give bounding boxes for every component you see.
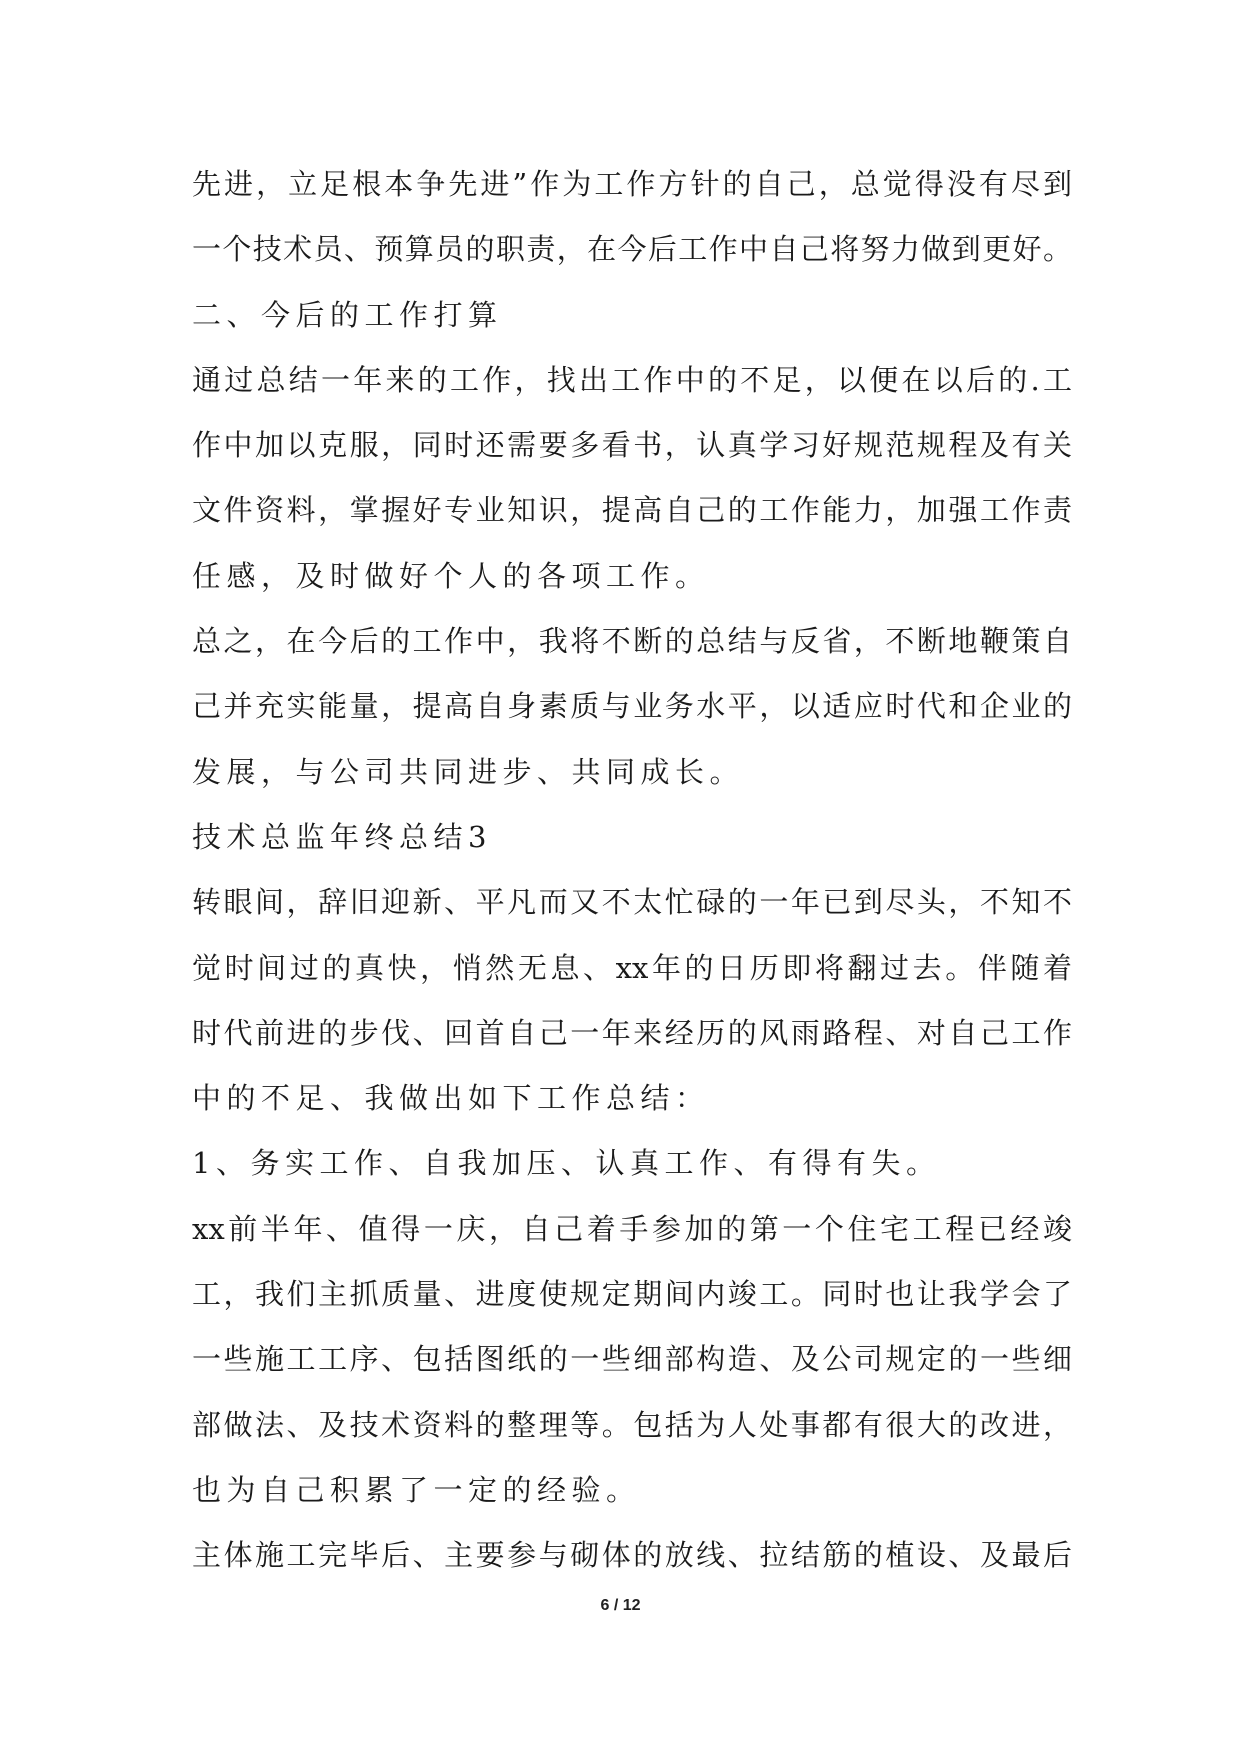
- text-line: 总之，在今后的工作中，我将不断的总结与反省，不断地鞭策自: [192, 624, 1072, 659]
- text-line: 己并充实能量，提高自身素质与业务水平，以适应时代和企业的: [192, 689, 1072, 724]
- text-line: 时代前进的步伐、回首自己一年来经历的风雨路程、对自己工作: [192, 1015, 1072, 1050]
- page-number: 6 / 12: [600, 1597, 641, 1614]
- text-line: 发展，与公司共同进步、共同成长。: [192, 754, 745, 789]
- text-line: 先进，立足根本争先进”作为工作方针的自己，总觉得没有尽到: [192, 167, 1072, 201]
- text-line: 作中加以克服，同时还需要多看书，认真学习好规范规程及有关: [192, 428, 1072, 463]
- text-line: 文件资料，掌握好专业知识，提高自己的工作能力，加强工作责: [192, 493, 1072, 528]
- text-line: 中的不足、我做出如下工作总结：: [192, 1081, 710, 1116]
- text-line: 觉时间过的真快，悄然无息、xx年的日历即将翻过去。伴随着: [192, 950, 1072, 985]
- text-line: 转眼间，辞旧迎新、平凡而又不太忙碌的一年已到尽头，不知不: [192, 885, 1072, 920]
- text-line: 一个技术员、预算员的职责，在今后工作中自己将努力做到更好。: [192, 232, 1072, 267]
- text-line: 一些施工工序、包括图纸的一些细部构造、及公司规定的一些细: [192, 1342, 1072, 1377]
- text-line: 任感，及时做好个人的各项工作。: [192, 558, 710, 593]
- text-line: 也为自己积累了一定的经验。: [192, 1472, 641, 1507]
- list-item-heading: 1、务实工作、自我加压、认真工作、有得有失。: [192, 1146, 941, 1181]
- text-line: 部做法、及技术资料的整理等。包括为人处事都有很大的改进，: [192, 1407, 1072, 1442]
- text-line: 通过总结一年来的工作，找出工作中的不足，以便在以后的.工: [192, 362, 1072, 397]
- text-line: xx前半年、值得一庆，自己着手参加的第一个住宅工程已经竣: [192, 1211, 1072, 1246]
- text-line: 工，我们主抓质量、进度使规定期间内竣工。同时也让我学会了: [192, 1277, 1072, 1312]
- section-heading: 技术总监年终总结3: [192, 819, 492, 854]
- text-line: 主体施工完毕后、主要参与砌体的放线、拉结筋的植设、及最后: [192, 1538, 1072, 1573]
- document-body: [192, 152, 1072, 1589]
- section-heading: 二、今后的工作打算: [192, 297, 503, 332]
